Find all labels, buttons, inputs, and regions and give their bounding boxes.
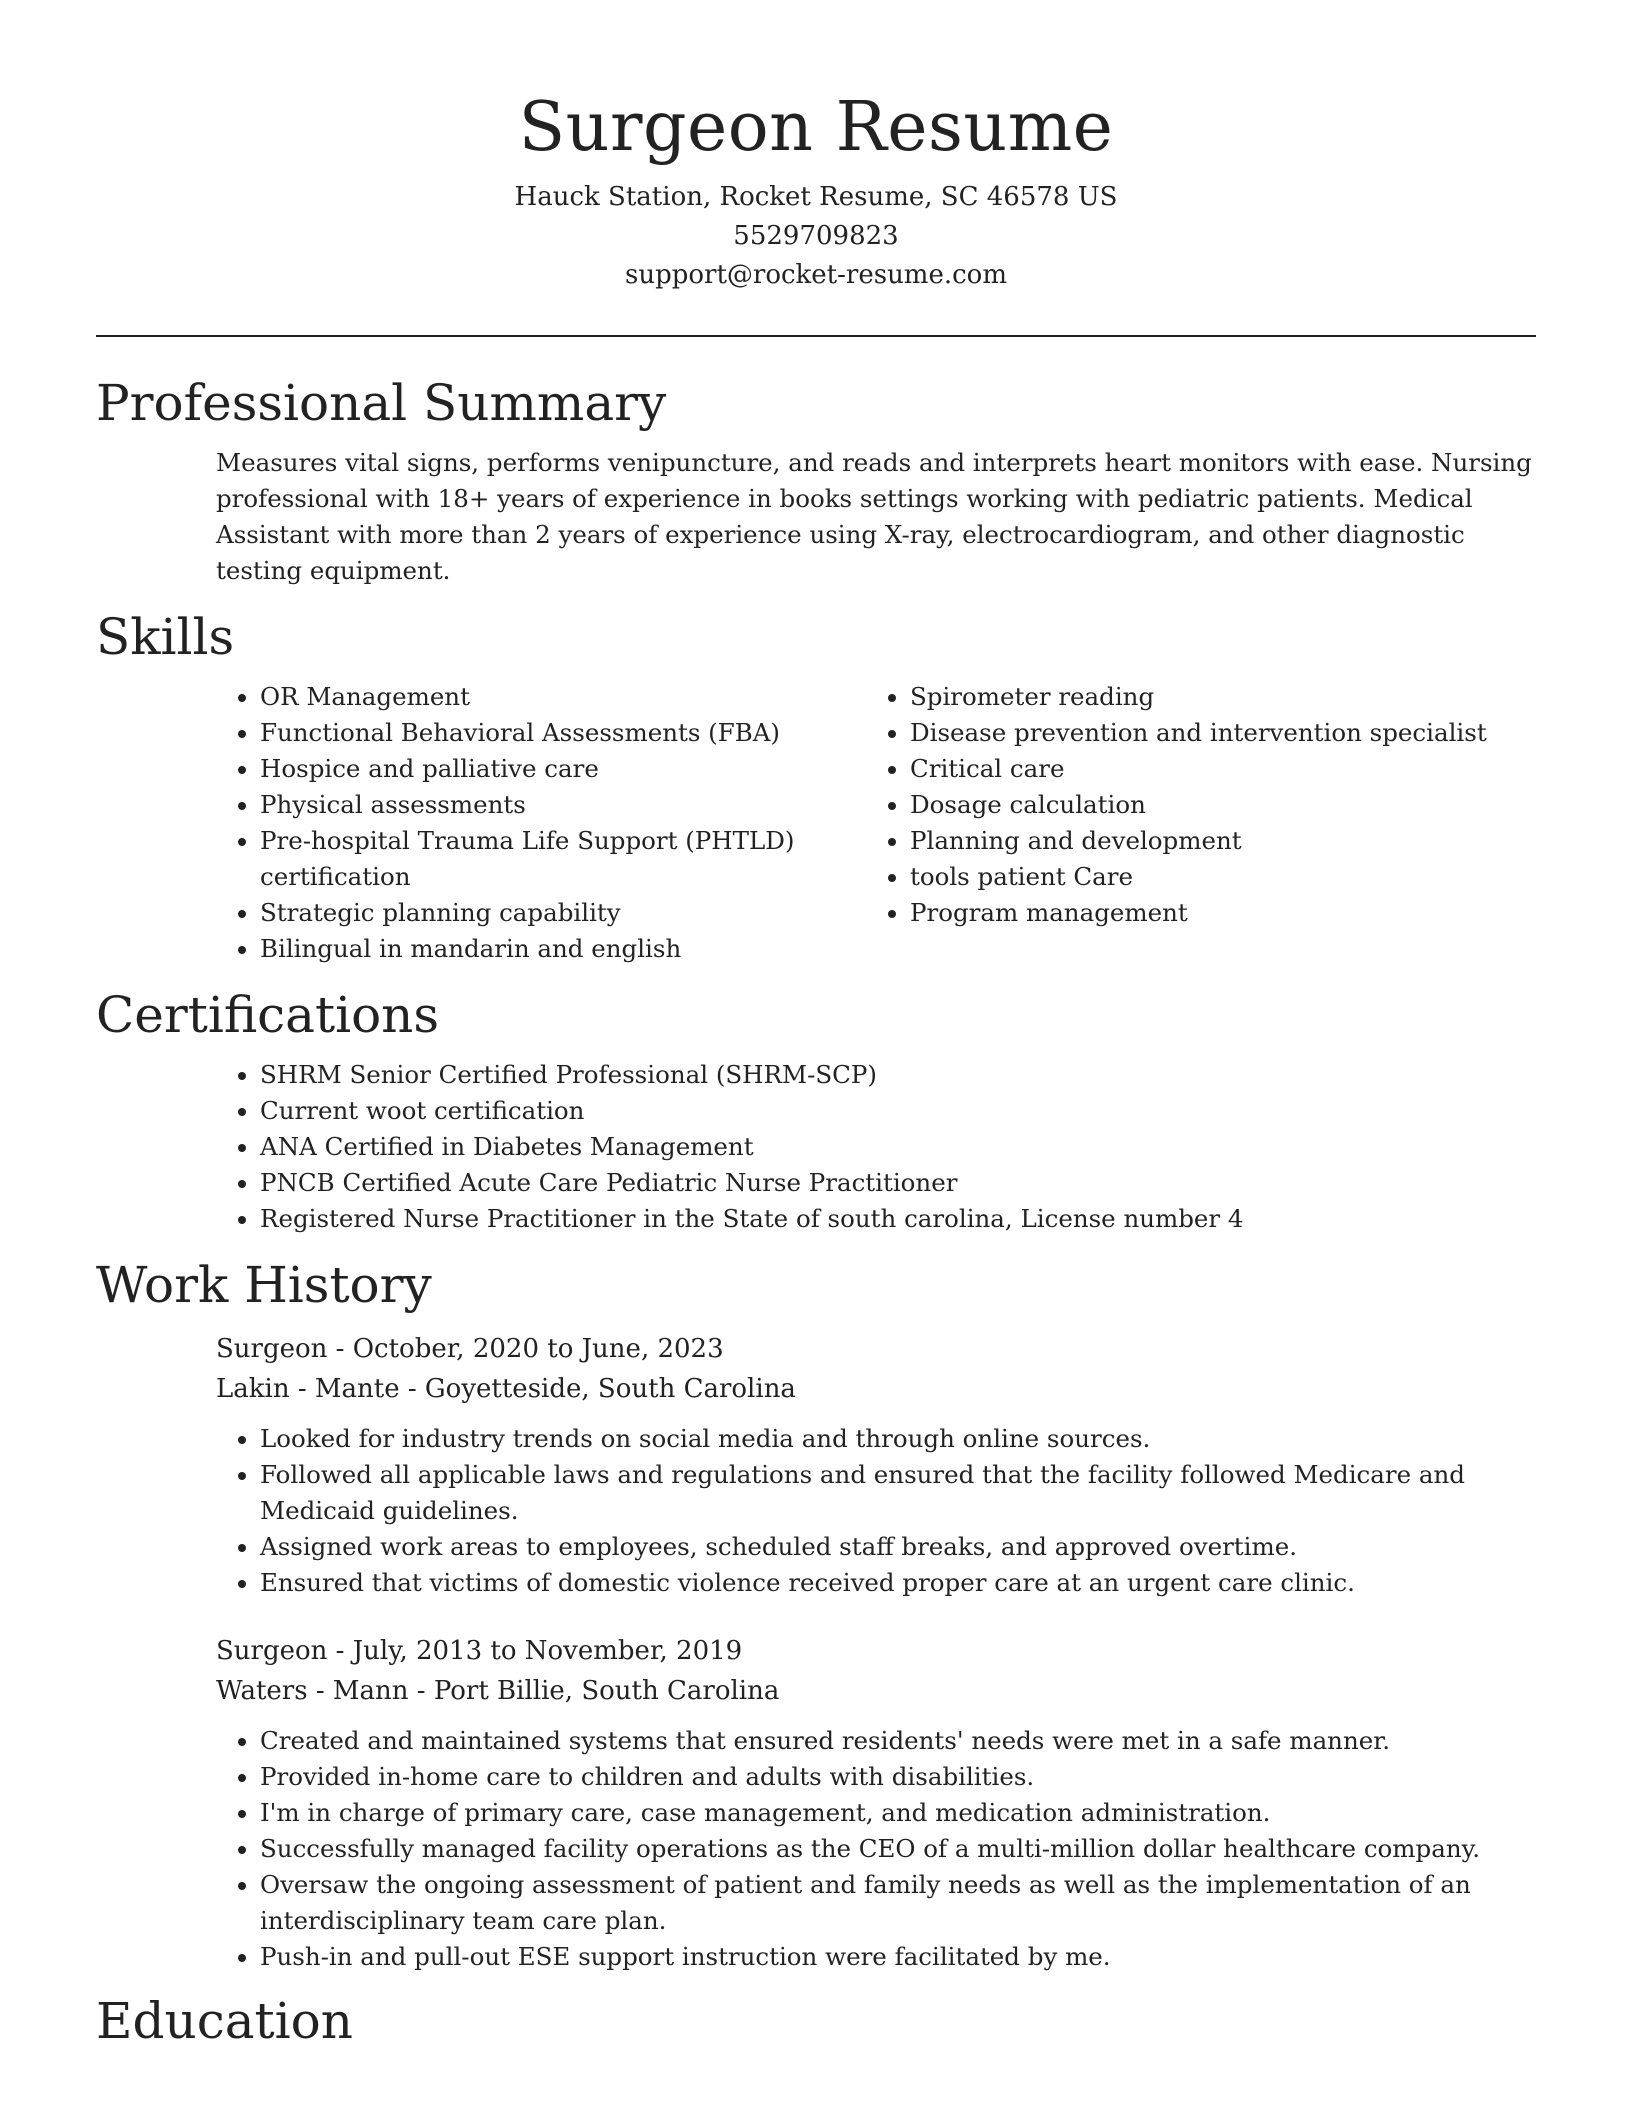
job-duty-item: • Ensured that victims of domestic violence received proper care at an urgent care clinic. xyxy=(260,1565,1536,1601)
job-duty-item: • Followed all applicable laws and regulations and ensured that the facility followed Medicare and Medicaid guidelines. xyxy=(260,1457,1536,1529)
job-company: Waters - Mann - Port Billie, South Carolina xyxy=(216,1676,780,1707)
skills-list-right xyxy=(866,679,1506,931)
skill-item: • Functional Behavioral Assessments (FBA) xyxy=(260,715,866,751)
resume-title: Surgeon Resume xyxy=(518,88,1114,167)
certifications-list xyxy=(216,1057,1536,1237)
certification-item: • SHRM Senior Certified Professional (SHRM-SCP) xyxy=(260,1057,1536,1093)
certifications-section xyxy=(96,985,1536,1237)
certification-item: • ANA Certified in Diabetes Management xyxy=(260,1129,1536,1165)
skill-item: • Hospice and palliative care xyxy=(260,751,866,787)
job-duty-item: • Created and maintained systems that ensured residents' needs were met in a safe manner. xyxy=(260,1723,1536,1759)
job-duty-item: • Provided in-home care to children and adults with disabilities. xyxy=(260,1759,1536,1795)
certifications-heading: Certifications xyxy=(96,986,440,1045)
resume-header xyxy=(96,88,1536,295)
skills-section xyxy=(96,607,1536,967)
job-duty-item: • I'm in charge of primary care, case management, and medication administration. xyxy=(260,1795,1536,1831)
summary-heading: Professional Summary xyxy=(96,374,667,433)
job-duty-item: • Push-in and pull-out ESE support instruction were facilitated by me. xyxy=(260,1939,1536,1975)
skill-item: • Physical assessments xyxy=(260,787,866,823)
header-divider xyxy=(96,335,1536,337)
skill-item: • Disease prevention and intervention specialist xyxy=(910,715,1506,751)
certification-item: • PNCB Certified Acute Care Pediatric Nurse Practitioner xyxy=(260,1165,1536,1201)
contact-info xyxy=(96,178,1536,295)
job-duty-item: • Successfully managed facility operations as the CEO of a multi-million dollar healthcare company. xyxy=(260,1831,1536,1867)
skill-item: • Pre-hospital Trauma Life Support (PHTLD) certification xyxy=(260,823,866,895)
job-entry xyxy=(216,1329,1536,1601)
work-history-heading: Work History xyxy=(96,1256,432,1315)
skills-list-left xyxy=(216,679,866,967)
skill-item: • Bilingual in mandarin and english xyxy=(260,931,866,967)
job-entry xyxy=(216,1631,1536,1975)
skill-item: • Strategic planning capability xyxy=(260,895,866,931)
skill-item: • Critical care xyxy=(910,751,1506,787)
skills-columns xyxy=(96,667,1536,967)
job-company: Lakin - Mante - Goyetteside, South Carolina xyxy=(216,1374,796,1405)
skill-item: • OR Management xyxy=(260,679,866,715)
contact-address: Hauck Station, Rocket Resume, SC 46578 US xyxy=(514,182,1118,213)
summary-section xyxy=(96,373,1536,589)
job-duty-item: • Looked for industry trends on social media and through online sources. xyxy=(260,1421,1536,1457)
skills-column-right xyxy=(866,667,1506,967)
skills-column-left xyxy=(216,667,866,967)
contact-email: support@rocket-resume.com xyxy=(624,260,1007,291)
job-title: Surgeon - October, 2020 to June, 2023 xyxy=(216,1334,724,1365)
job-title: Surgeon - July, 2013 to November, 2019 xyxy=(216,1636,743,1667)
skill-item: • Dosage calculation xyxy=(910,787,1506,823)
work-history-section xyxy=(96,1255,1536,1975)
skill-item: • tools patient Care xyxy=(910,859,1506,895)
certification-item: • Registered Nurse Practitioner in the State of south carolina, License number 4 xyxy=(260,1201,1536,1237)
job-duties-list xyxy=(216,1723,1536,1975)
job-duty-item: • Oversaw the ongoing assessment of patient and family needs as well as the implementation of an interdisciplinary team care plan. xyxy=(260,1867,1536,1939)
job-duties-list xyxy=(216,1421,1536,1601)
skill-item: • Program management xyxy=(910,895,1506,931)
summary-text: Measures vital signs, performs venipuncture, and reads and interprets heart monitors with ease. Nursing professional with 18+ years of experience in books settings working with pediatric patients. Medical Assistant with more than 2 years of experience using X-ray, electrocardiogram, and other diagnostic testing equipment. xyxy=(216,448,1532,586)
certification-item: • Current woot certification xyxy=(260,1093,1536,1129)
education-heading: Education xyxy=(96,1992,353,2051)
contact-phone: 5529709823 xyxy=(733,221,899,252)
skill-item: • Spirometer reading xyxy=(910,679,1506,715)
skill-item: • Planning and development xyxy=(910,823,1506,859)
education-section xyxy=(96,1991,1536,2051)
skills-heading: Skills xyxy=(96,608,235,667)
job-duty-item: • Assigned work areas to employees, scheduled staff breaks, and approved overtime. xyxy=(260,1529,1536,1565)
